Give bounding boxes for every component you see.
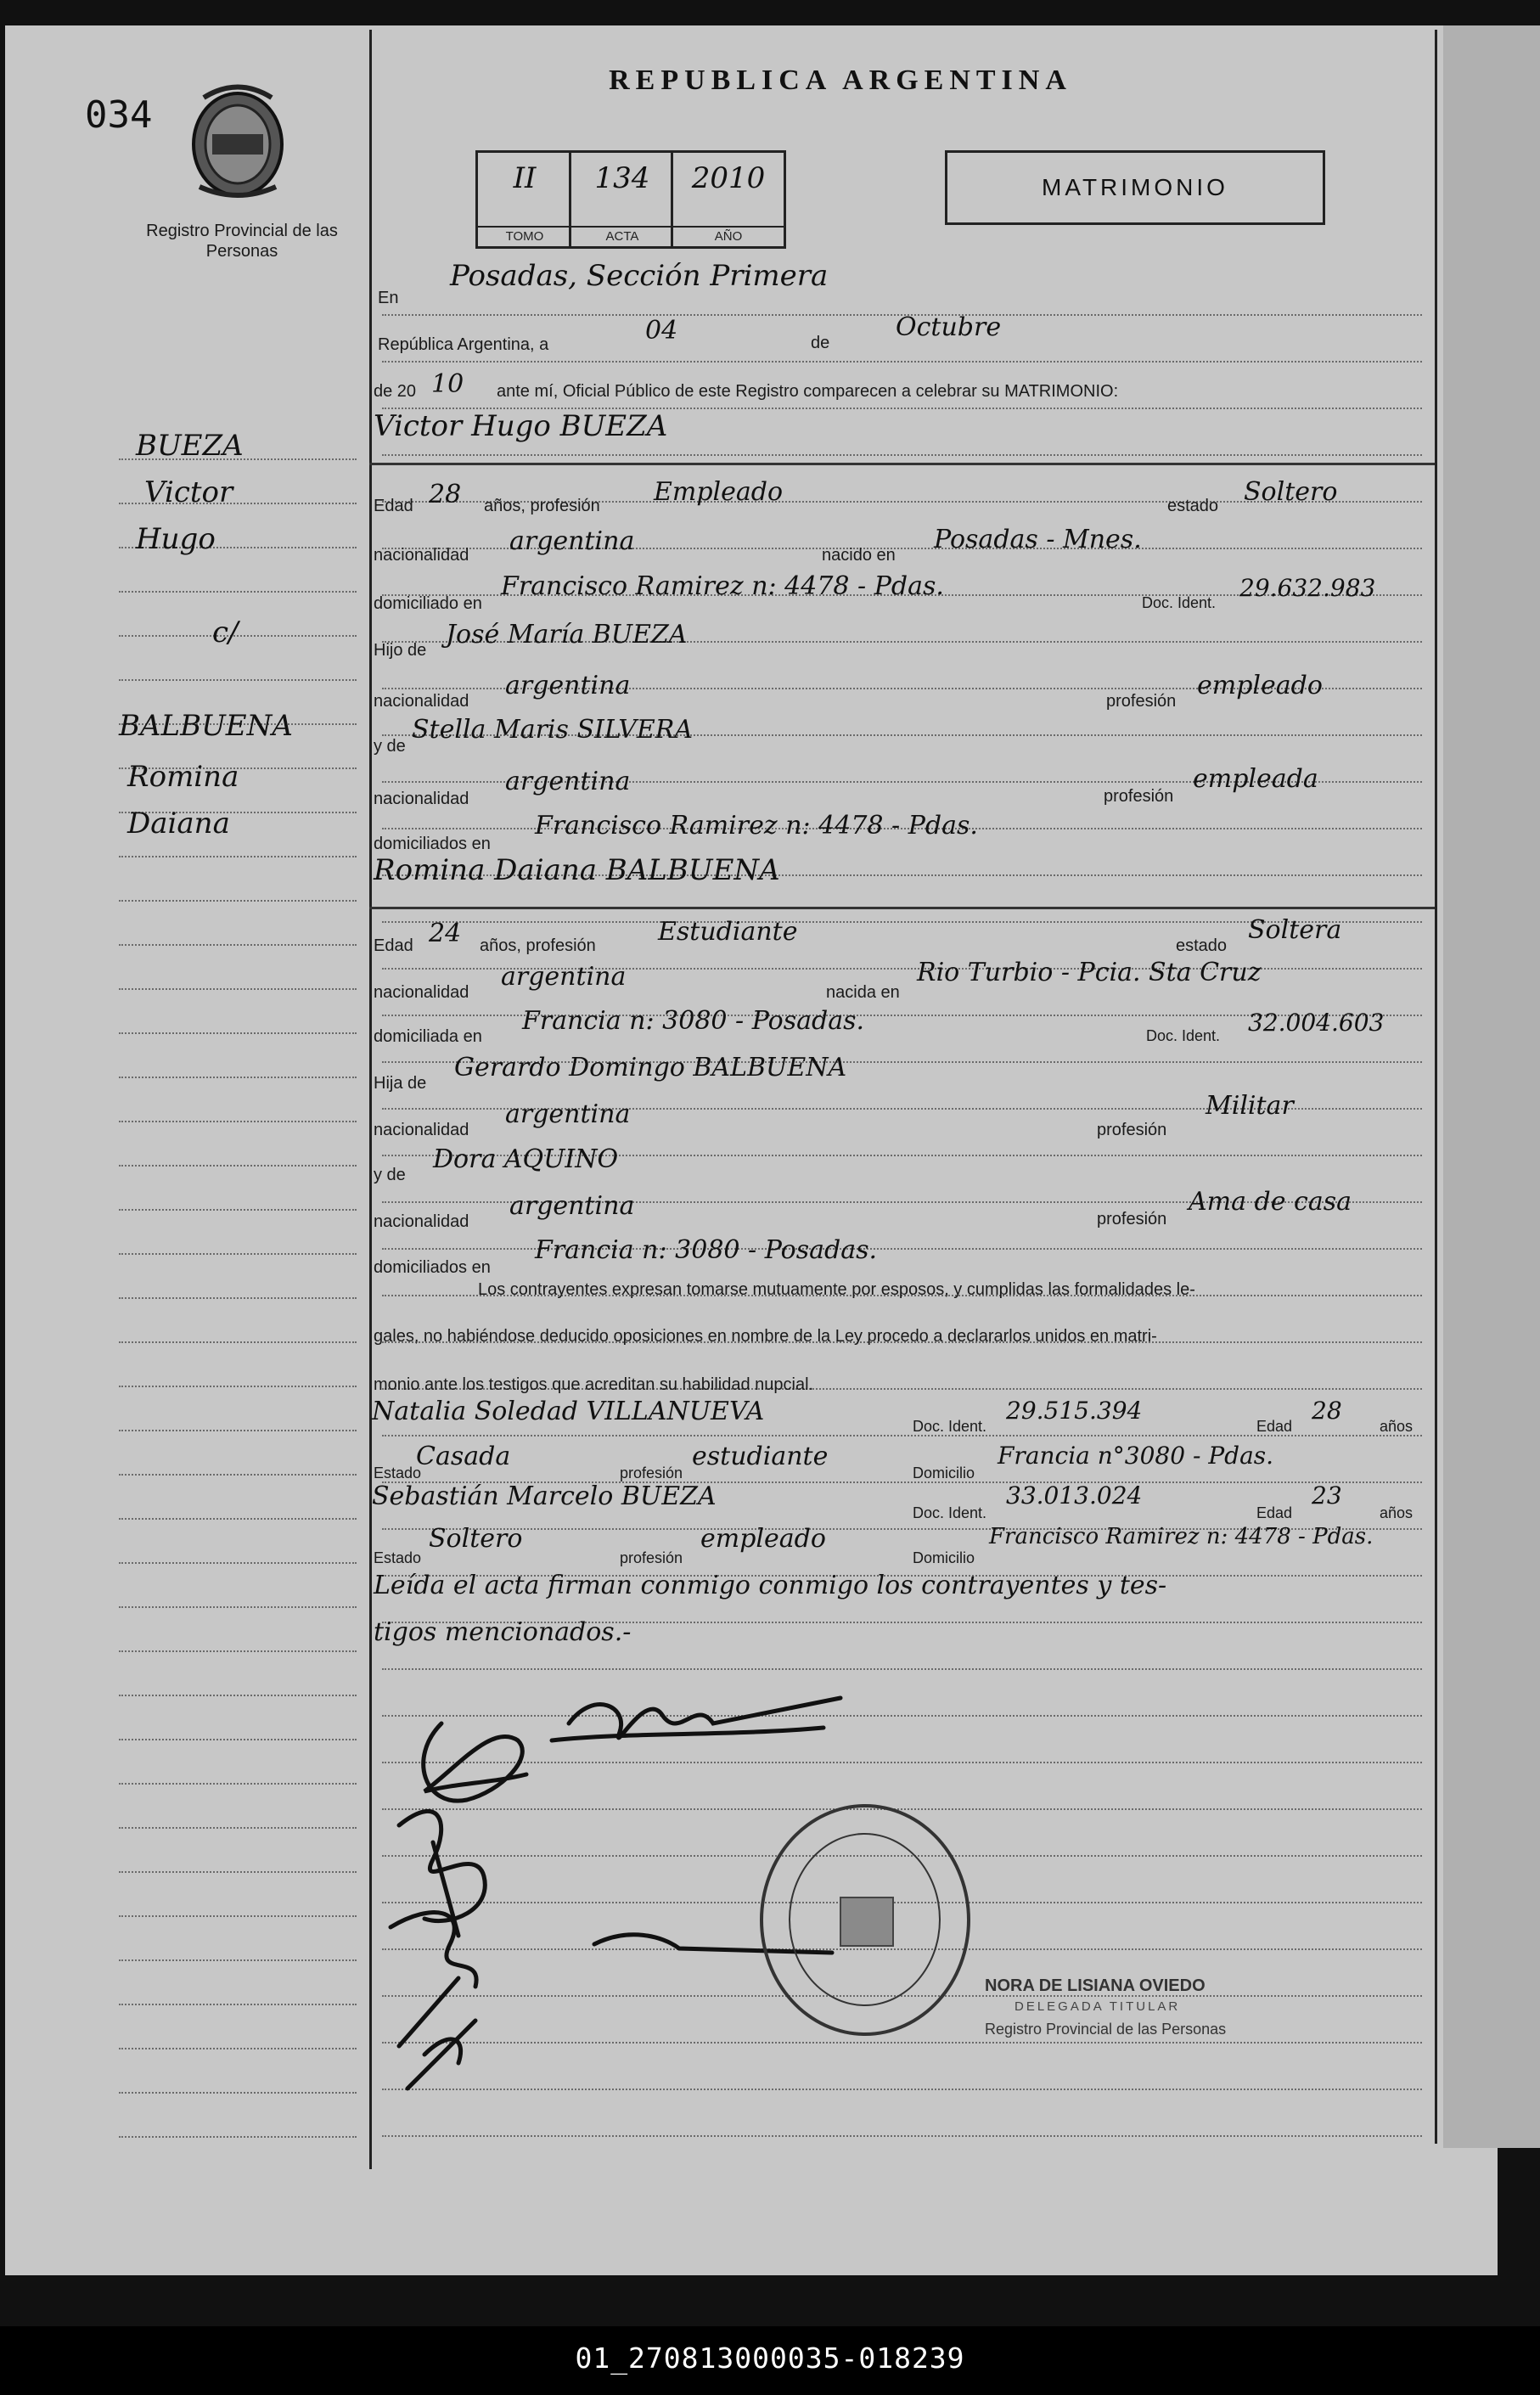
margin-husband-surname: BUEZA: [136, 429, 244, 463]
w-padre-prof-label: profesión: [1097, 1121, 1167, 1139]
w1-domicilio: Francia n°3080 - Pdas.: [998, 1442, 1274, 1470]
h-madre-prof-label: profesión: [1104, 787, 1174, 806]
margin-rule: [119, 591, 357, 593]
h-padres-dom-label: domiciliados en: [374, 835, 491, 853]
h-nacido: Posadas - Mnes.: [934, 525, 1142, 554]
margin-rule: [119, 1915, 357, 1917]
w-domicilio: Francia n: 3080 - Posadas.: [522, 1006, 865, 1036]
w2-doc-label: Doc. Ident.: [913, 1504, 987, 1521]
h-estado: Soltero: [1244, 477, 1338, 507]
w1-profesion: estudiante: [692, 1442, 829, 1471]
w-estado: Soltera: [1248, 915, 1342, 945]
de-label: de: [811, 334, 830, 352]
h-madre-nac-label: nacionalidad: [374, 790, 469, 808]
w2-domicilio: Francisco Ramirez n: 4478 - Pdas.: [989, 1524, 1374, 1549]
w1-estado-label: Estado: [374, 1465, 422, 1481]
margin-rule: [119, 1871, 357, 1873]
day-value: 04: [645, 316, 678, 346]
margin-rule: [119, 1253, 357, 1255]
w2-profesion: empleado: [700, 1524, 826, 1554]
h-domicilio: Francisco Ramirez n: 4478 - Pdas.: [501, 571, 944, 601]
w1-prof-label: profesión: [620, 1465, 683, 1481]
witness2-name: Sebastián Marcelo BUEZA: [372, 1481, 717, 1511]
h-padres-dom: Francisco Ramirez n: 4478 - Pdas.: [535, 811, 978, 840]
w-padre-prof: Militar: [1206, 1091, 1294, 1121]
h-anos-label: años, profesión: [484, 497, 600, 515]
h-hijo-label: Hijo de: [374, 641, 427, 660]
act-type-box: MATRIMONIO: [945, 150, 1325, 225]
margin-rule: [119, 1959, 357, 1961]
w-anos-label: años, profesión: [480, 936, 596, 955]
acta-value: 134: [594, 161, 650, 195]
intro-text: ante mí, Oficial Público de este Registro comparecen a celebrar su MATRIMONIO:: [497, 382, 1119, 401]
official-seal-stamp: [760, 1804, 970, 2036]
w-padre-nac: argentina: [505, 1099, 631, 1129]
body-rule: [382, 454, 1422, 456]
h-madre-prof: empleada: [1193, 764, 1318, 794]
h-padre-nac: argentina: [505, 671, 631, 700]
margin-divider: [369, 30, 372, 2169]
margin-rule: [119, 1297, 357, 1299]
declaration-line-2: gales, no habiéndose deducido oposiciones en nombre de la Ley procedo a declararlos unidos en matri-: [374, 1327, 1157, 1346]
w1-edad: 28: [1312, 1397, 1342, 1425]
w1-doc-label: Doc. Ident.: [913, 1418, 987, 1435]
w2-edad-label: Edad: [1256, 1504, 1293, 1521]
declaration-line-3: monio ante los testigos que acreditan su habilidad nupcial.: [374, 1375, 814, 1394]
h-yde-label: y de: [374, 737, 406, 756]
w-padre: Gerardo Domingo BALBUENA: [454, 1053, 847, 1082]
right-border: [1435, 30, 1437, 2144]
w-doc-label: Doc. Ident.: [1146, 1027, 1221, 1044]
margin-wife-surname: BALBUENA: [119, 709, 293, 743]
margin-rule: [119, 900, 357, 902]
w-madre-prof: Ama de casa: [1189, 1187, 1352, 1217]
scan-id: 01_270813000035-018239: [575, 2342, 965, 2375]
margin-rule: [119, 1077, 357, 1078]
h-doc: 29.632.983: [1239, 574, 1376, 602]
year-prefix: de 20: [374, 382, 417, 401]
w2-edad: 23: [1312, 1481, 1342, 1510]
husband-separator: [369, 463, 1435, 465]
closing-line-2: tigos mencionados.-: [374, 1617, 632, 1647]
official-role: DELEGADA TITULAR: [1014, 1999, 1181, 2014]
h-padre-prof: empleado: [1197, 671, 1323, 700]
margin-rule: [119, 2092, 357, 2094]
w2-estado-label: Estado: [374, 1549, 422, 1566]
w2-anos-label: años: [1380, 1504, 1414, 1521]
w-madre-nac: argentina: [509, 1191, 635, 1221]
closing-line-1: Leída el acta firman conmigo conmigo los contrayentes y tes-: [374, 1571, 1167, 1600]
place-value: Posadas, Sección Primera: [450, 259, 829, 293]
tomo-box: [475, 150, 571, 249]
declaration-line-1: Los contrayentes expresan tomarse mutuamente por esposos, y cumplidas las formalidades le-: [478, 1280, 1195, 1299]
margin-rule: [119, 2136, 357, 2138]
w-nacida: Rio Turbio - Pcia. Sta Cruz: [917, 958, 1262, 987]
wife-name: Romina Daiana BALBUENA: [374, 853, 780, 887]
w1-doc: 29.515.394: [1006, 1397, 1143, 1425]
w2-estado: Soltero: [429, 1524, 523, 1554]
w2-dom-label: Domicilio: [913, 1549, 975, 1566]
h-padre: José María BUEZA: [446, 620, 688, 649]
tomo-value: II: [513, 161, 537, 195]
h-nac-label: nacionalidad: [374, 546, 469, 565]
en-label: En: [378, 289, 399, 307]
w2-prof-label: profesión: [620, 1549, 683, 1566]
h-doc-label: Doc. Ident.: [1142, 594, 1217, 611]
husband-name: Victor Hugo BUEZA: [374, 409, 668, 443]
registry-name: Registro Provincial de las Personas: [146, 222, 338, 261]
republica-label: República Argentina, a: [378, 335, 549, 354]
wife-separator: [369, 907, 1435, 909]
w-profesion: Estudiante: [658, 917, 798, 947]
margin-rule: [119, 1695, 357, 1696]
margin-rule: [119, 1650, 357, 1652]
margin-husband-first: Victor: [144, 475, 233, 509]
folio-number: 034: [85, 93, 153, 137]
margin-rule: [119, 856, 357, 857]
acta-box: [569, 150, 673, 249]
h-profesion: Empleado: [654, 477, 784, 507]
w-padres-dom: Francia n: 3080 - Posadas.: [535, 1235, 878, 1265]
margin-rule: [119, 1121, 357, 1122]
margin-rule: [119, 988, 357, 990]
w-padre-nac-label: nacionalidad: [374, 1121, 469, 1139]
witness1-name: Natalia Soledad VILLANUEVA: [372, 1397, 765, 1426]
w-doc: 32.004.603: [1248, 1009, 1385, 1037]
margin-rule: [119, 1562, 357, 1564]
body-rule: [382, 2135, 1422, 2137]
w-yde-label: y de: [374, 1166, 406, 1184]
w-edad: 24: [429, 919, 462, 948]
body-rule: [382, 361, 1422, 363]
h-madre-nac: argentina: [505, 767, 631, 796]
h-padre-prof-label: profesión: [1106, 692, 1177, 711]
h-edad-label: Edad: [374, 497, 413, 515]
w-madre-prof-label: profesión: [1097, 1210, 1167, 1228]
anio-box: [671, 150, 786, 249]
margin-wife-second: Daiana: [127, 807, 230, 840]
margin-rule: [119, 2048, 357, 2049]
tomo-label: TOMO: [478, 226, 571, 246]
margin-husband-second: Hugo: [136, 522, 216, 556]
margin-rule: [119, 1165, 357, 1167]
country-title: REPUBLICA ARGENTINA: [609, 65, 1072, 96]
margin-rule: [119, 1032, 357, 1034]
w-dom-label: domiciliada en: [374, 1027, 482, 1046]
w-padres-dom-label: domiciliados en: [374, 1258, 491, 1277]
w-nacida-label: nacida en: [826, 983, 900, 1002]
w-madre: Dora AQUINO: [433, 1144, 619, 1174]
w2-doc: 33.013.024: [1006, 1481, 1143, 1510]
margin-rule: [119, 1606, 357, 1608]
margin-rule: [119, 1474, 357, 1476]
h-dom-label: domiciliado en: [374, 594, 482, 613]
acta-label: ACTA: [571, 226, 673, 246]
w-nacionalidad: argentina: [501, 962, 627, 992]
h-edad: 28: [429, 480, 462, 509]
margin-rule: [119, 944, 357, 946]
w1-estado: Casada: [416, 1442, 511, 1471]
h-madre: Stella Maris SILVERA: [412, 715, 694, 745]
margin-rule: [119, 1386, 357, 1387]
margin-rule: [119, 1827, 357, 1829]
margin-connector: c/: [212, 616, 239, 649]
h-padre-nac-label: nacionalidad: [374, 692, 469, 711]
w-hija-label: Hija de: [374, 1074, 427, 1093]
h-estado-label: estado: [1167, 497, 1219, 515]
margin-rule: [119, 1430, 357, 1431]
h-nacionalidad: argentina: [509, 526, 635, 556]
coat-of-arms-icon: [178, 76, 297, 204]
h-nacido-label: nacido en: [822, 546, 896, 565]
w1-edad-label: Edad: [1256, 1418, 1293, 1435]
w-edad-label: Edad: [374, 936, 413, 955]
w-nac-label: nacionalidad: [374, 983, 469, 1002]
margin-rule: [119, 2004, 357, 2005]
margin-rule: [119, 1739, 357, 1740]
official-name: NORA DE LISIANA OVIEDO: [985, 1976, 1206, 1995]
w-madre-nac-label: nacionalidad: [374, 1212, 469, 1231]
anio-label: AÑO: [673, 226, 784, 246]
margin-rule: [119, 1209, 357, 1211]
margin-rule: [119, 1341, 357, 1343]
margin-rule: [119, 1783, 357, 1785]
margin-wife-first: Romina: [127, 760, 239, 794]
anio-value: 2010: [691, 161, 766, 195]
official-office: Registro Provincial de las Personas: [985, 2021, 1227, 2038]
w-estado-label: estado: [1176, 936, 1228, 955]
month-value: Octubre: [896, 312, 1002, 342]
w1-dom-label: Domicilio: [913, 1465, 975, 1481]
w1-anos-label: años: [1380, 1418, 1414, 1435]
next-page-edge: [1443, 25, 1540, 2148]
margin-rule: [119, 679, 357, 681]
margin-rule: [119, 1518, 357, 1520]
year-suffix: 10: [431, 369, 464, 399]
